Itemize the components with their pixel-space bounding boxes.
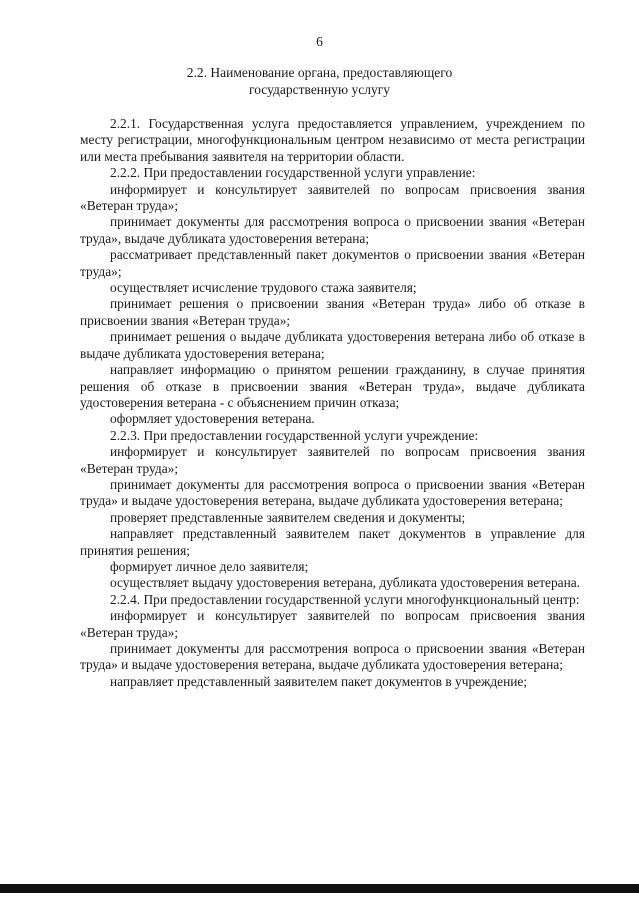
paragraph: принимает документы для рассмотрения вопроса о присвоении звания «Ветеран труда» и выдаче удостоверения ветерана, выдаче дубликата удостоверения ветерана; [80,641,585,673]
paragraph: направляет представленный заявителем пакет документов в учреждение; [110,673,528,689]
paragraph: рассматривает представленный пакет документов о присвоении звания «Ветеран труда»; [80,247,585,279]
paragraph: 2.2.1. Государственная услуга предоставляется управлением, учреждением по месту регистрации, многофункциональным центром независимо от места регистрации или места пребывания заявителя на территории области. [80,116,585,164]
scan-border-bar [0,884,639,893]
paragraph: информирует и консультирует заявителей по вопросам присвоения звания «Ветеран труда»; [80,444,585,476]
document-body [80,116,585,690]
paragraph: информирует и консультирует заявителей по вопросам присвоения звания «Ветеран труда»; [80,608,585,640]
paragraph: принимает решения о выдаче дубликата удостоверения ветерана либо об отказе в выдаче дубликата удостоверения ветерана; [80,329,585,361]
paragraph: информирует и консультирует заявителей по вопросам присвоения звания «Ветеран труда»; [80,181,585,214]
paragraph: принимает документы для рассмотрения вопроса о присвоении звания «Ветеран труда», выдаче дубликата удостоверения ветерана; [80,214,585,246]
paragraph: осуществляет выдачу удостоверения ветерана, дубликата удостоверения ветерана. [110,575,581,591]
paragraph: принимает решения о присвоении звания «Ветеран труда» либо об отказе в присвоении звания «Ветеран труда»; [80,296,585,328]
paragraph: принимает документы для рассмотрения вопроса о присвоении звания «Ветеран труда» и выдаче удостоверения ветерана, выдаче дубликата удостоверения ветерана; [80,476,585,509]
section-title [0,64,639,98]
paragraph: формирует личное дело заявителя; [110,558,309,574]
page-number: 6 [316,34,323,49]
paragraph: оформляет удостоверения ветерана. [110,411,315,427]
paragraph: осуществляет исчисление трудового стажа заявителя; [110,280,417,296]
paragraph: 2.2.3. При предоставлении государственной услуги учреждение: [110,427,479,443]
paragraph: направляет информацию о принятом решении гражданину, в случае принятия решения об отказе в присвоении звания «Ветеран труда», выдаче дубликата удостоверения ветерана - с объяснением причин отказа; [80,362,585,410]
paragraph: 2.2.2. При предоставлении государственной услуги управление: [110,165,476,181]
section-title-line-1: 2.2. Наименование органа, предоставляющего [186,65,453,80]
section-title-line-2: государственную услугу [249,82,390,97]
paragraph: проверяет представленные заявителем сведения и документы; [110,509,466,525]
paragraph: направляет представленный заявителем пакет документов в управление для принятия решения; [80,526,585,558]
paragraph: 2.2.4. При предоставлении государственной услуги многофункциональный центр: [110,591,580,607]
